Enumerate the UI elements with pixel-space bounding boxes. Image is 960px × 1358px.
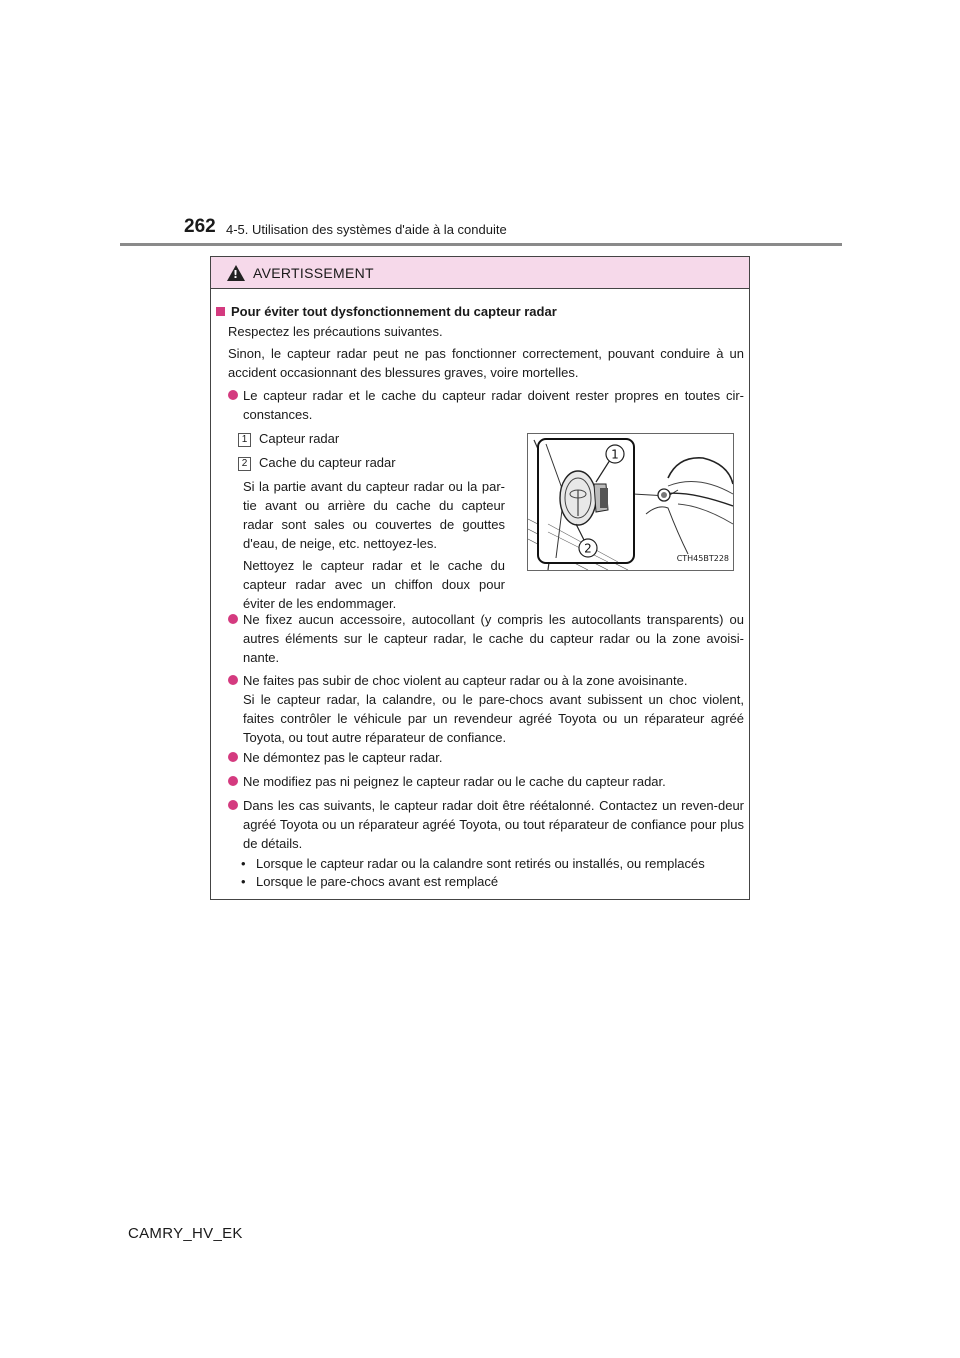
sub-item-removed-text: Lorsque le capteur radar ou la calandre sont retirés ou installés, ou remplacés xyxy=(256,856,705,871)
number-box-2: 2 xyxy=(238,457,251,471)
intro-text-1: Respectez les précautions suivantes. xyxy=(228,324,443,339)
bullet-no-modify-text: Ne modifiez pas ni peignez le capteur radar ou le cache du capteur radar. xyxy=(243,774,666,789)
header-rule xyxy=(120,243,842,246)
bullet-recalibrate-text: Dans les cas suivants, le capteur radar doit être réétalonné. Contactez un reven-deur agréé Toyota ou un réparateur agréé Toyota, ou tout réparateur de confiance pour plus de détails. xyxy=(243,798,744,851)
radar-sensor-figure xyxy=(527,433,734,571)
legend-item-2 xyxy=(238,453,396,472)
bullet-no-accessories xyxy=(228,610,744,667)
legend-item-1-label: Capteur radar xyxy=(259,431,340,446)
figure-callout-2: 2 xyxy=(584,541,592,556)
figure-code: CTH45BT228 xyxy=(676,554,729,563)
small-bullet-icon: • xyxy=(241,874,246,889)
bullet-keep-clean xyxy=(228,386,744,424)
bullet-no-shock xyxy=(228,671,744,747)
square-bullet-icon xyxy=(216,307,225,316)
section-title: 4-5. Utilisation des systèmes d'aide à la conduite xyxy=(226,222,507,237)
bullet-no-disassembly xyxy=(228,748,744,767)
bullet-no-shock-line1: Ne faites pas subir de choc violent au capteur radar ou à la zone avoisinante. xyxy=(243,673,688,688)
clean-text-2: Nettoyez le capteur radar et le cache du capteur radar avec un chiffon doux pour éviter de les endommager. xyxy=(243,558,505,611)
bullet-dot-icon xyxy=(228,776,238,786)
warning-heading xyxy=(216,302,557,321)
page-number: 262 xyxy=(184,216,216,237)
warning-heading-text: Pour éviter tout dysfonctionnement du capteur radar xyxy=(231,304,557,319)
small-bullet-icon: • xyxy=(241,856,246,871)
warning-triangle-icon: ! xyxy=(227,265,245,281)
sub-item-bumper xyxy=(241,872,741,891)
sub-item-removed xyxy=(241,854,741,873)
legend-item-1 xyxy=(238,429,339,448)
warning-header xyxy=(211,257,749,289)
bullet-no-disassembly-text: Ne démontez pas le capteur radar. xyxy=(243,750,443,765)
intro-text-2: Sinon, le capteur radar peut ne pas fonctionner correctement, pouvant conduire à un accident occasionnant des blessures graves, voire mortelles. xyxy=(228,346,744,380)
bullet-dot-icon xyxy=(228,675,238,685)
bullet-dot-icon xyxy=(228,614,238,624)
bullet-recalibrate xyxy=(228,796,744,853)
number-box-1: 1 xyxy=(238,433,251,447)
sub-item-bumper-text: Lorsque le pare-chocs avant est remplacé xyxy=(256,874,499,889)
bullet-no-shock-line2: Si le capteur radar, la calandre, ou le pare-chocs avant subissent un choc violent, faites contrôler le véhicule par un revendeur agréé Toyota ou un réparateur agréé Toyota, ou tout autre réparateur de confiance. xyxy=(243,692,744,745)
bullet-no-accessories-text: Ne fixez aucun accessoire, autocollant (y compris les autocollants transparents) ou autres éléments sur le capteur radar, le cache du capteur radar ou la zone avoisi-nante. xyxy=(243,612,744,665)
warning-box xyxy=(210,256,750,900)
footer-model-code: CAMRY_HV_EK xyxy=(128,1225,243,1242)
warning-title: AVERTISSEMENT xyxy=(253,264,374,281)
bullet-dot-icon xyxy=(228,752,238,762)
bullet-dot-icon xyxy=(228,390,238,400)
bullet-keep-clean-text: Le capteur radar et le cache du capteur radar doivent rester propres en toutes cir-constances. xyxy=(243,388,744,422)
legend-item-2-label: Cache du capteur radar xyxy=(259,455,396,470)
figure-callout-1: 1 xyxy=(611,447,619,462)
bullet-no-modify xyxy=(228,772,744,791)
clean-text-1: Si la partie avant du capteur radar ou la par-tie avant ou arrière du cache du capteur radar sont sales ou couvertes de gouttes d'eau, de neige, etc. nettoyez-les. xyxy=(243,479,505,551)
bullet-dot-icon xyxy=(228,800,238,810)
